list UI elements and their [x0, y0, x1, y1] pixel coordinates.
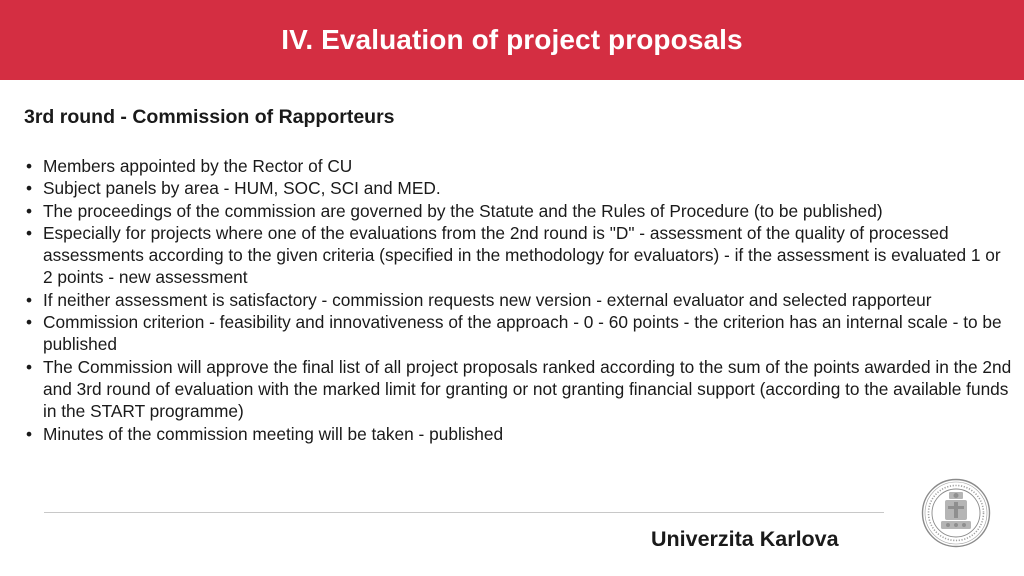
- university-name: Univerzita Karlova: [651, 527, 839, 551]
- slide-title: IV. Evaluation of project proposals: [281, 24, 743, 55]
- bullet-item: • If neither assessment is satisfactory - commission requests new version - external evaluator and selected rapporteur: [24, 289, 1014, 311]
- bullet-item: • The proceedings of the commission are governed by the Statute and the Rules of Procedure (to be published): [24, 200, 1014, 222]
- university-seal-icon: [921, 478, 991, 548]
- title-bar: [0, 0, 1024, 80]
- bullet-item: • Especially for projects where one of the evaluations from the 2nd round is "D" - assessment of the quality of processed assessments according to the given criteria (specified in the methodology for evaluators) - if the assessment is evaluated 1 or 2 points - new assessment: [24, 222, 1014, 289]
- bullet-item: • Members appointed by the Rector of CU: [24, 155, 1014, 177]
- footer-divider: [44, 512, 884, 513]
- bullet-item: • Commission criterion - feasibility and innovativeness of the approach - 0 - 60 points - the criterion has an internal scale - to be published: [24, 311, 1014, 356]
- bullet-item: • The Commission will approve the final list of all project proposals ranked according to the sum of the points awarded in the 2nd and 3rd round of evaluation with the marked limit for granting or not granting financial support (according to the available funds in the START programme): [24, 356, 1014, 423]
- slide-subtitle: 3rd round - Commission of Rapporteurs: [24, 106, 395, 128]
- bullet-item: • Subject panels by area - HUM, SOC, SCI and MED.: [24, 177, 1014, 199]
- bullet-item: • Minutes of the commission meeting will be taken - published: [24, 423, 1014, 445]
- bullet-list: [24, 155, 1014, 445]
